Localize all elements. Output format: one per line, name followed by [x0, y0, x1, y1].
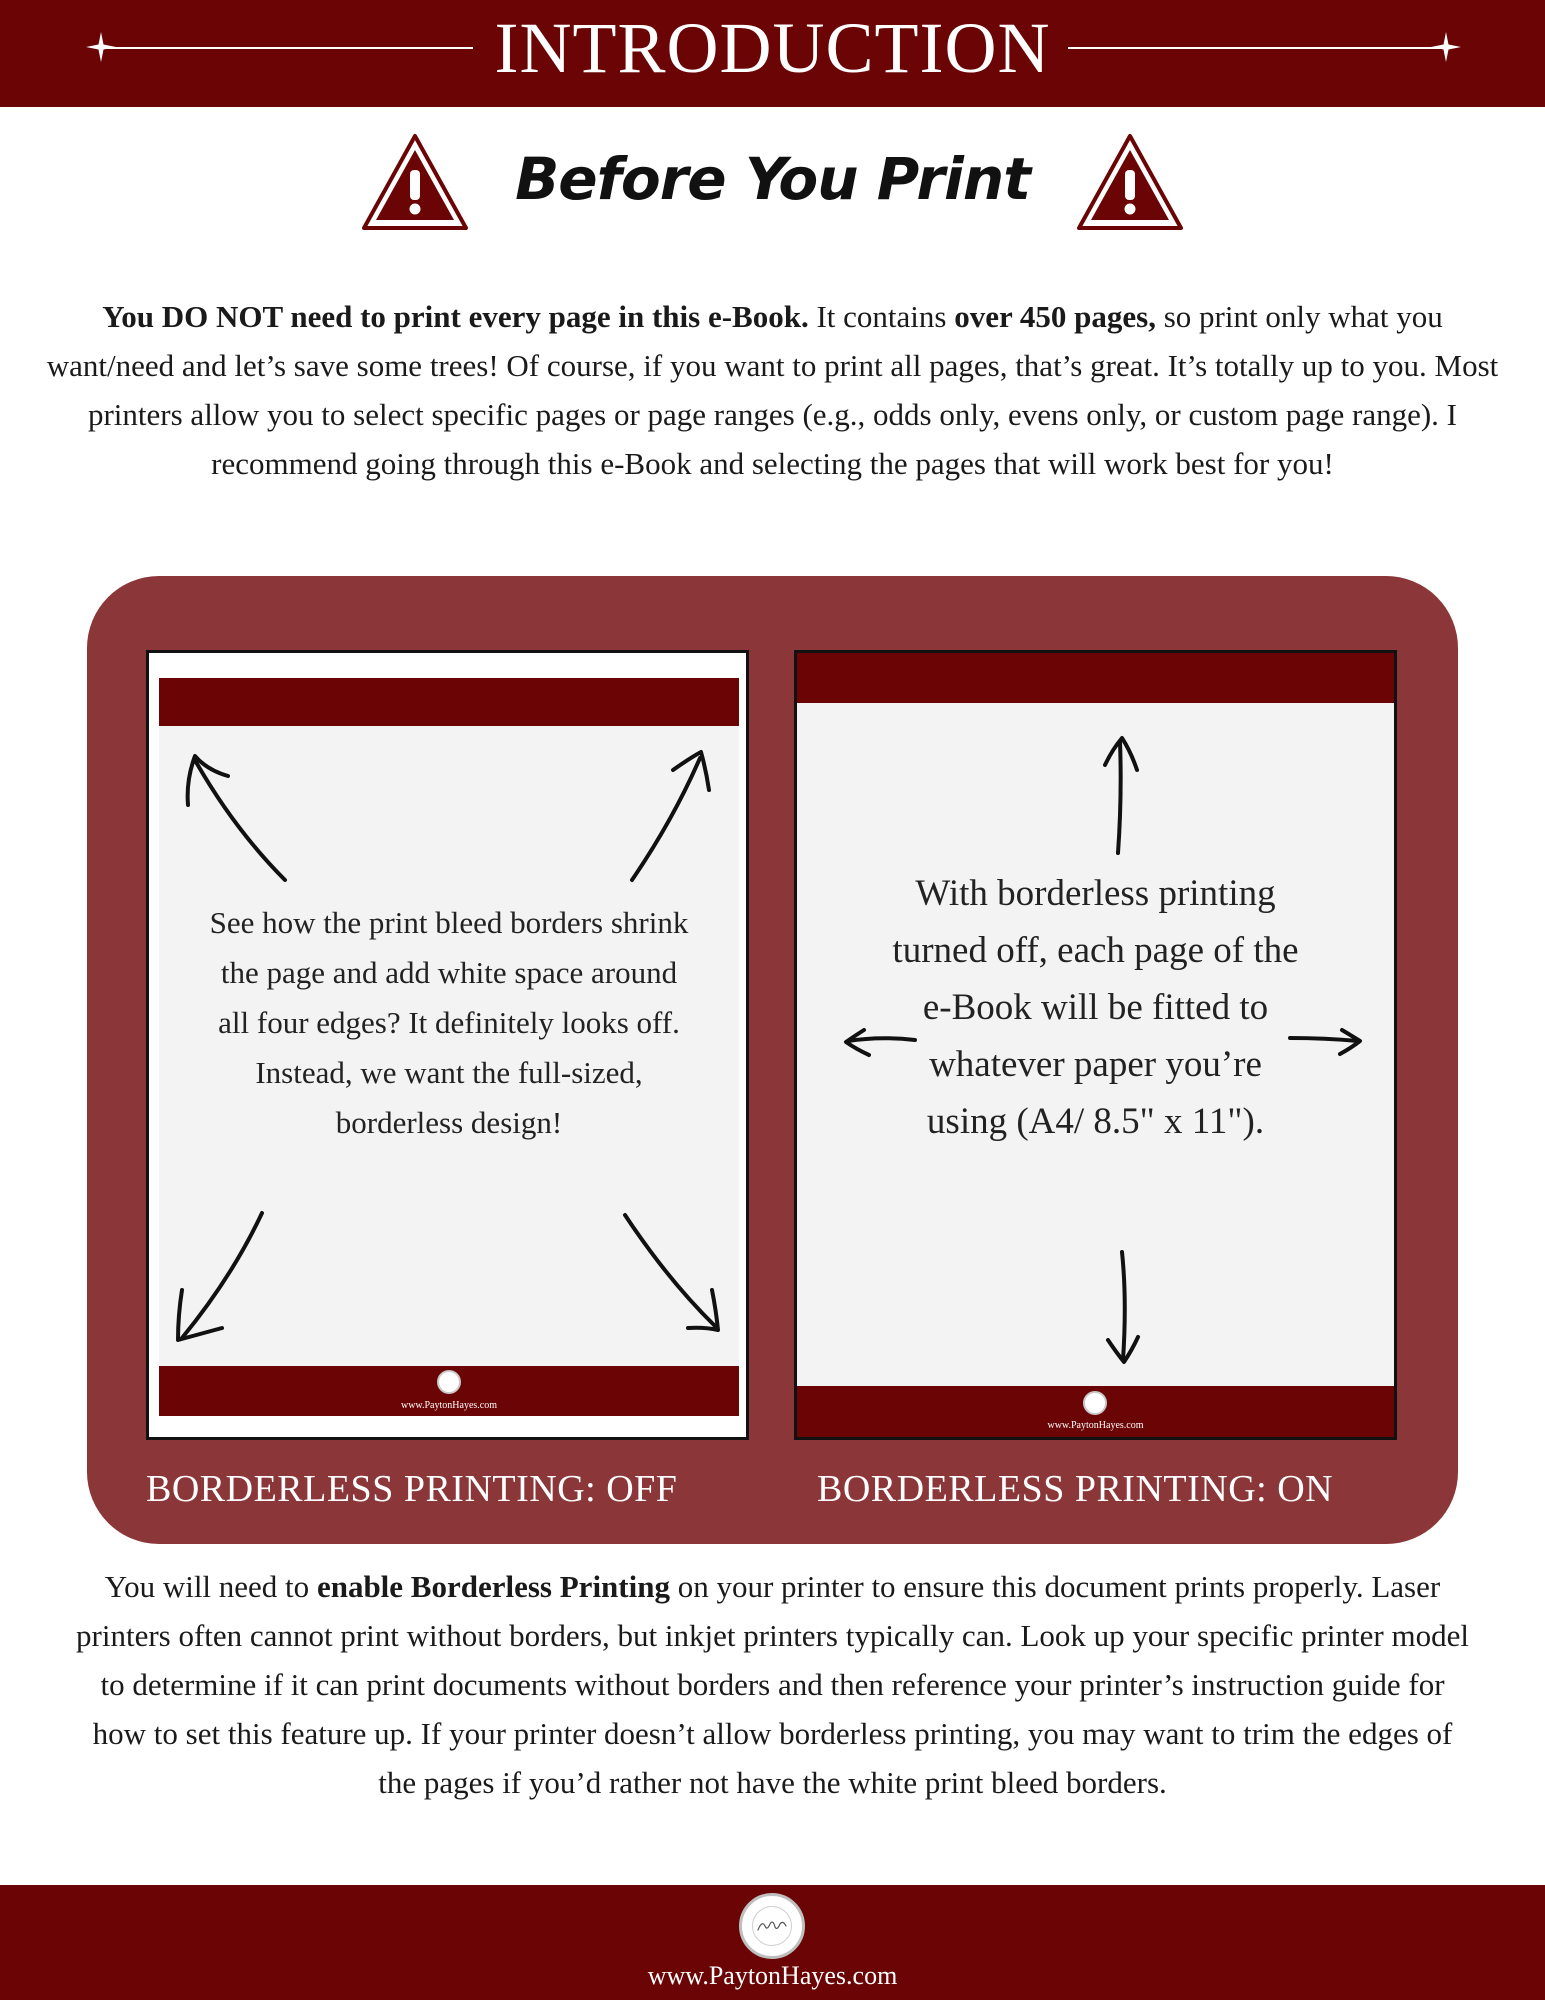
mockup-footer-bar	[159, 1366, 739, 1416]
warning-triangle-icon	[1075, 132, 1185, 232]
page-title: INTRODUCTION	[494, 8, 1051, 88]
bottom-text-b: on your printer to ensure this document prints properly. Laser printers often cannot print without borders, but inkjet printers typically can. Look up your specific printer model to determine if it can print documents without borders and then reference your printer’s instruction guide for how to set this feature up. If your printer doesn’t allow borderless printing, you may want to trim the edges of the pages if you’d rather not have the white print bleed borders.	[76, 1569, 1469, 1800]
intro-bold-1: You DO NOT need to print every page in this e-Book.	[102, 299, 809, 334]
subtitle-row	[0, 130, 1545, 240]
warning-triangle-icon	[360, 132, 470, 232]
bottom-bold: enable Borderless Printing	[316, 1569, 670, 1604]
mockup-footer-bar	[797, 1386, 1394, 1437]
mockup-page-area	[159, 678, 739, 1416]
intro-paragraph	[40, 292, 1505, 488]
mockup-logo	[1083, 1391, 1107, 1415]
mockup-borderless-on	[794, 650, 1397, 1440]
signature-logo-mark	[756, 1918, 788, 1934]
section-subtitle: Before You Print	[515, 145, 1030, 213]
mockup-caption: See how the print bleed borders shrink the page and add white space around all four edges? It definitely looks off. Instead, we want the full-sized, borderless design!	[209, 905, 689, 1140]
borderless-instructions-paragraph	[70, 1562, 1475, 1807]
footer-bar	[0, 1885, 1545, 2000]
intro-bold-2: over 450 pages,	[954, 299, 1156, 334]
footer-url-link[interactable]: www.PaytonHayes.com	[647, 1961, 898, 1990]
mockup-header-bar	[159, 678, 739, 726]
mockup-caption: With borderless printing turned off, each page of the e-Book will be fitted to whatever paper you’re using (A4/ 8.5" x 11").	[892, 873, 1299, 1142]
label-borderless-off: BORDERLESS PRINTING: OFF	[146, 1468, 678, 1510]
mockup-borderless-off	[146, 650, 749, 1440]
mockup-url: www.PaytonHayes.com	[1047, 1420, 1144, 1431]
mockup-header-bar	[797, 653, 1394, 703]
mockup-logo	[437, 1370, 461, 1394]
header-bar	[0, 0, 1545, 107]
mockup-url: www.PaytonHayes.com	[400, 1400, 497, 1411]
label-borderless-on: BORDERLESS PRINTING: ON	[817, 1468, 1334, 1510]
intro-text-a: It contains	[808, 299, 955, 334]
intro-text-b: so print only what you want/need and let’s save some trees! Of course, if you want to print all pages, that’s great. It’s totally up to you. Most printers allow you to select specific pages or page ranges (e.g., odds only, evens only, or custom page range). I recommend going through this e-Book and selecting the pages that will work best for you!	[46, 299, 1499, 481]
bottom-text-a: You will need to	[104, 1569, 317, 1604]
brand-logo	[739, 1893, 805, 1959]
